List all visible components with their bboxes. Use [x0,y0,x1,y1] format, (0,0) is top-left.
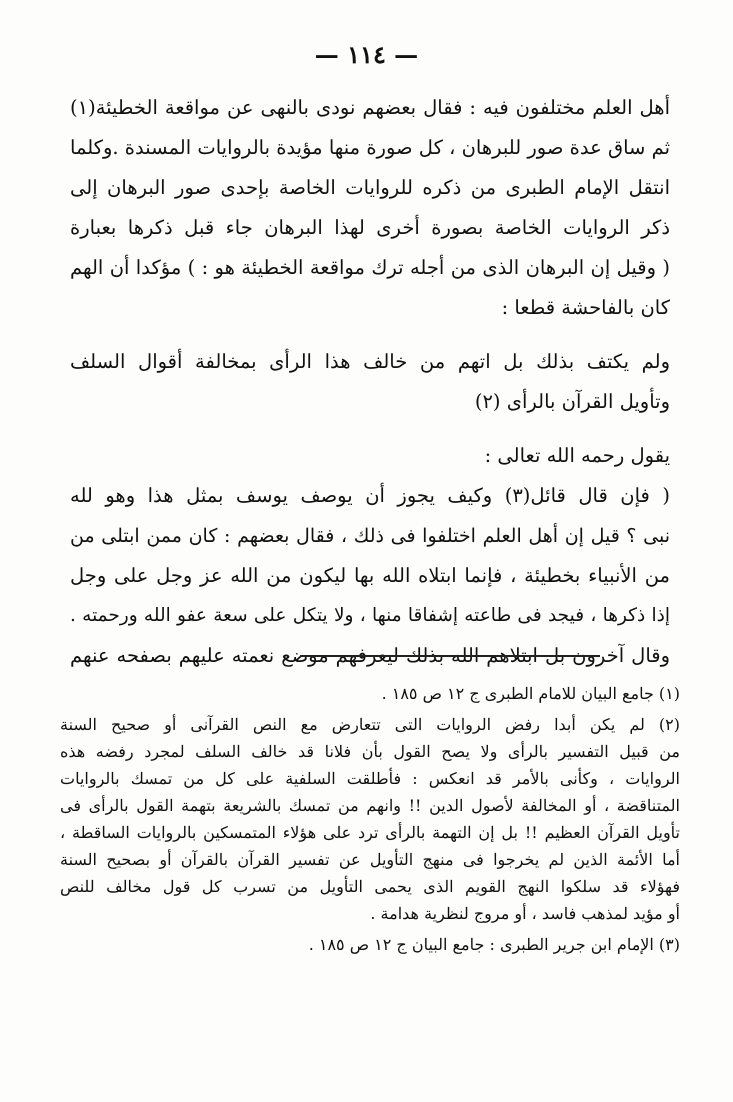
text-line: انتقل الإمام الطبرى من ذكره للروايات الخاصة بإحدى صور البرهان إلى [70,176,670,199]
footnote-2-line: فهؤلاء قد سلكوا النهج القويم الذى يحمى التأويل من تسرب كل قول مخالف للنص [60,877,680,896]
footnote-divider [300,655,600,657]
text-line: ولم يكتف بذلك بل اتهم من خالف هذا الرأى بمخالفة أقوال السلف [70,350,670,373]
footnote-2-line: أو مؤيد لمذهب فاسد ، أو مروج لنظرية هدامة . [370,904,680,923]
text-line: أهل العلم مختلفون فيه : فقال بعضهم نودى بالنهى عن مواقعة الخطيئة(١) [70,96,670,119]
footnote-2-line: الروايات ، وكأنى بالأمر قد انعكس : فأطلقت السلفية على كل من تمسك بالروايات [60,769,680,788]
footnote-2-line: أما الأئمة الذين لم يخرجوا فى منهج التأويل عن تفسير القرآن بالقرآن أو بصحيح السنة [60,850,680,869]
text-line: ثم ساق عدة صور للبرهان ، كل صورة منها مؤيدة بالروايات المسندة .وكلما [70,136,670,159]
footnote-2-line: المتناقضة ، أو المخالفة لأصول الدين !! وانهم من تمسك بالشريعة بتهمة القول بالرأى فى [60,796,680,815]
text-line: نبى ؟ قيل إن أهل العلم اختلفوا فى ذلك ، فقال بعضهم : كان ممن ابتلى من [70,525,670,547]
text-line: يقول رحمه الله تعالى : [484,444,670,467]
text-line: ( فإن قال قائل(٣) وكيف يجوز أن يوصف يوسف بمثل هذا وهو لله [70,484,670,507]
paragraph-gap [70,328,670,342]
footnote-2-line: من قبيل التفسير بالرأى ولا يصح القول بأن فلانا قد خالف السلف لمجرد رفضه هذه [60,742,680,761]
main-text [70,88,670,676]
text-line: كان بالفاحشة قطعا : [501,296,670,319]
footnote-2-line: تأويل القرآن العظيم !! بل إن التهمة بالرأى ترد على هؤلاء المتمسكين بالروايات الساقطة ، [60,823,680,842]
paragraph-gap [70,422,670,436]
text-line: إذا ذكرها ، فيجد فى طاعته إشفاقا منها ، ولا يتكل على سعة عفو الله ورحمته . [70,605,670,626]
text-line: وقال آخرون بل ابتلاهم الله بذلك ليعرفهم موضع نعمته عليهم بصفحه عنهم [70,644,670,667]
text-line: من الأنبياء بخطيئة ، فإنما ابتلاه الله بها ليكون من الله عز وجل على وجل [70,564,670,587]
footnote-2-line: (٢) لم يكن أبدا رفض الروايات التى تتعارض مع النص القرآنى أو صحيح السنة [60,715,680,734]
text-line: ذكر الروايات الخاصة بصورة أخرى لهذا البرهان جاء قبل ذكرها بعبارة [70,216,670,239]
footnote-3: (٣) الإمام ابن جرير الطبرى : جامع البيان ج ١٢ ص ١٨٥ . [308,935,680,954]
footnote-1: (١) جامع البيان للامام الطبرى ج ١٢ ص ١٨٥ . [381,684,680,703]
page-number: — ١١٤ — [314,40,419,69]
text-line: وتأويل القرآن بالرأى (٢) [474,390,670,413]
footnotes [60,680,680,958]
text-line: ( وقيل إن البرهان الذى من أجله ترك مواقعة الخطيئة هو : ) مؤكدا أن الهم [70,256,670,279]
